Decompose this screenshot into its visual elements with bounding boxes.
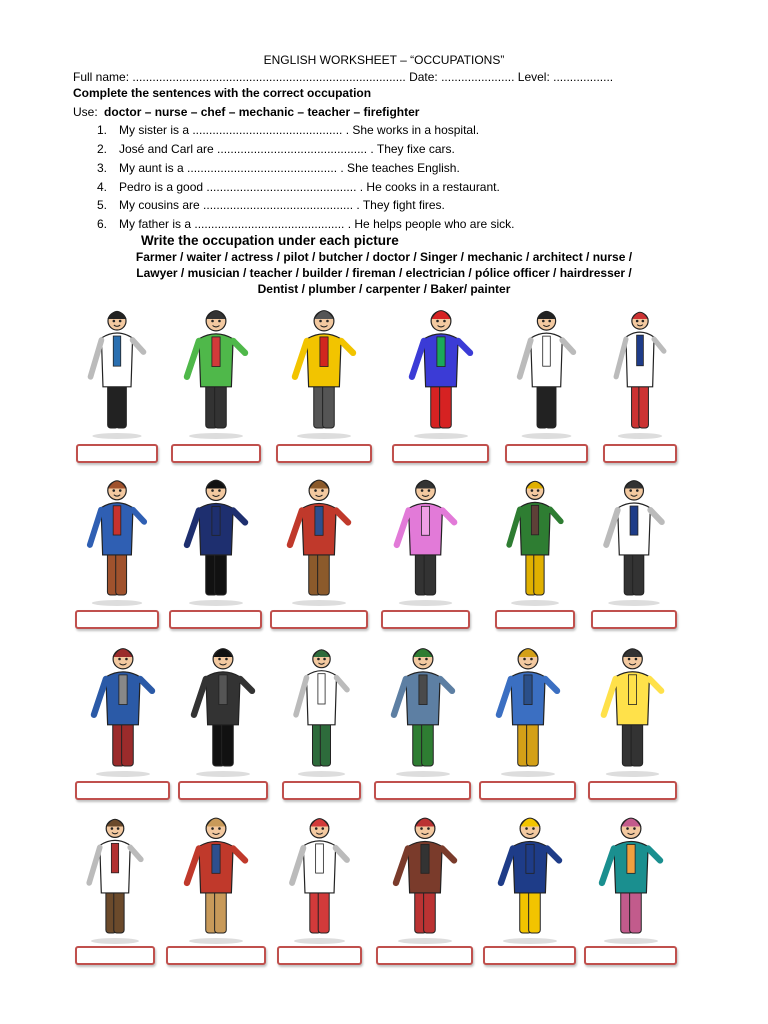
lawyer-figure-icon: [178, 638, 268, 778]
answer-box[interactable]: [505, 444, 588, 463]
pilot-figure-icon: [483, 808, 576, 945]
sentence-6: 6. My father is a ............................................. . He helps people who are sick.: [97, 217, 515, 231]
answer-box[interactable]: [588, 781, 677, 800]
architect-figure-icon: [495, 470, 575, 607]
answer-box[interactable]: [603, 444, 677, 463]
farmer-figure-icon: [270, 470, 368, 607]
answer-box[interactable]: [75, 610, 159, 629]
sentence-3: 3. My aunt is a ............................................. . She teaches English.: [97, 161, 460, 175]
sentence-4: 4. Pedro is a good ............................................. . He cooks in a restaurant.: [97, 180, 500, 194]
answer-box[interactable]: [171, 444, 261, 463]
plumber-figure-icon: [376, 808, 473, 945]
firefighter-figure-icon: [276, 300, 372, 440]
sentence-1: 1. My sister is a ............................................. . She works in a hospital.: [97, 123, 480, 137]
carpenter-figure-icon: [166, 808, 266, 945]
nurse-figure-icon: [603, 300, 677, 440]
word-bank-line-3: Dentist / plumber / carpenter / Baker/ painter: [257, 282, 511, 296]
use-words-line: [73, 105, 419, 120]
exercise1-instruction: Complete the sentences with the correct occupation: [73, 86, 372, 100]
student-info-line: Full name: .................................................................................. Date: ...................... Level: ..................: [73, 70, 614, 84]
worksheet-title: ENGLISH WORKSHEET – “OCCUPATIONS”: [263, 53, 505, 67]
answer-box[interactable]: [270, 610, 368, 629]
answer-box[interactable]: [166, 946, 266, 965]
tailor-figure-icon: [584, 808, 677, 945]
word-bank-line-1: Farmer / waiter / actress / pilot / butcher / doctor / Singer / mechanic / architect / nurse /: [135, 250, 633, 264]
answer-box[interactable]: [75, 781, 170, 800]
answer-box[interactable]: [76, 444, 158, 463]
answer-box[interactable]: [584, 946, 677, 965]
builder-figure-icon: [75, 470, 159, 607]
answer-box[interactable]: [276, 444, 372, 463]
hairdresser-figure-icon: [392, 300, 489, 440]
answer-box[interactable]: [483, 946, 576, 965]
answer-box[interactable]: [479, 781, 576, 800]
dentist-figure-icon: [277, 808, 362, 945]
teacher-figure-icon: [171, 300, 261, 440]
word-bank-line-2: Lawyer / musician / teacher / builder / fireman / electrician / pólice officer / hairdresser /: [136, 266, 632, 280]
use-label: Use:: [73, 105, 98, 119]
butcher-figure-icon: [75, 808, 155, 945]
answer-box[interactable]: [178, 781, 268, 800]
answer-box[interactable]: [381, 610, 470, 629]
sentence-2: 2. José and Carl are ............................................. . They fixe cars.: [97, 142, 455, 156]
answer-box[interactable]: [392, 444, 489, 463]
musician-figure-icon: [75, 638, 170, 778]
answer-box[interactable]: [282, 781, 361, 800]
answer-box[interactable]: [169, 610, 262, 629]
waiter-figure-icon: [591, 470, 677, 607]
use-words: doctor – nurse – chef – mechanic – teacher – firefighter: [104, 105, 420, 119]
painter-figure-icon: [282, 638, 361, 778]
chef-figure-icon: [505, 300, 588, 440]
answer-box[interactable]: [277, 946, 362, 965]
answer-box[interactable]: [374, 781, 471, 800]
answer-box[interactable]: [75, 946, 155, 965]
answer-box[interactable]: [376, 946, 473, 965]
answer-box[interactable]: [591, 610, 677, 629]
answer-box[interactable]: [495, 610, 575, 629]
sentence-5: 5. My cousins are ............................................. . They fight fires.: [97, 198, 445, 212]
singer-figure-icon: [381, 470, 470, 607]
doctor-figure-icon: [76, 300, 158, 440]
exercise2-instruction: Write the occupation under each picture: [141, 233, 399, 248]
police-officer-figure-icon: [169, 470, 262, 607]
mechanic-figure-icon: [479, 638, 576, 778]
actress-figure-icon: [588, 638, 677, 778]
electrician-figure-icon: [374, 638, 471, 778]
